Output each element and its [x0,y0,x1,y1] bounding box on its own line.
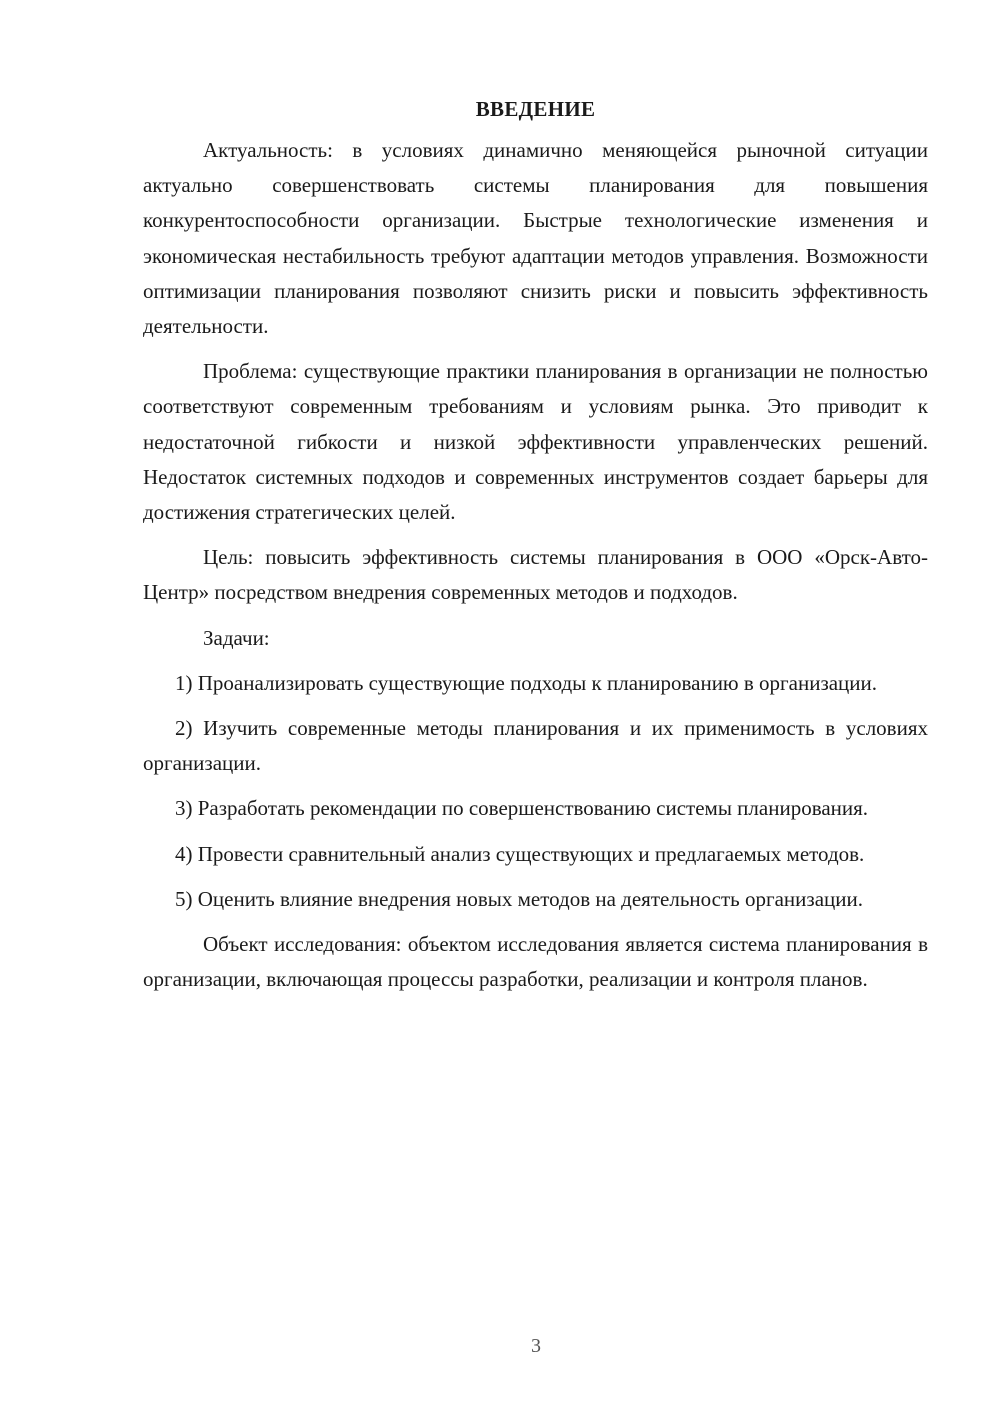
paragraph-object: Объект исследования: объектом исследования является система планирования в организации, включающая процессы разработки, реализации и контроля планов. [143,932,928,992]
task-item-5: 5) Оценить влияние внедрения новых методов на деятельность организации. [175,886,863,911]
tasks-label: Задачи: [203,625,270,650]
task-item-2: 2) Изучить современные методы планирования и их применимость в условиях организации. [143,716,928,776]
task-item-3: 3) Разработать рекомендации по совершенствованию системы планирования. [175,796,869,821]
task-item-1: 1) Проанализировать существующие подходы к планированию в организации. [175,670,878,695]
page-number: 3 [531,1335,541,1357]
paragraph-relevance: Актуальность: в условиях динамично меняющейся рыночной ситуации актуально совершенствовать системы планирования для повышения конкурентоспособности организации. Быстрые технологические изменения и экономическая нестабильность требуют адаптации методов управления. Возможности оптимизации планирования позволяют снизить риски и повысить эффективность деятельности. [143,138,928,339]
section-heading: ВВЕДЕНИЕ [475,97,596,121]
task-item-4: 4) Провести сравнительный анализ существующих и предлагаемых методов. [175,841,865,866]
paragraph-goal: Цель: повысить эффективность системы планирования в ООО «Орск-Авто-Центр» посредством внедрения современных методов и подходов. [143,545,928,605]
document-page [143,92,928,997]
paragraph-problem: Проблема: существующие практики планирования в организации не полностью соответствуют современным требованиям и условиям рынка. Это приводит к недостаточной гибкости и низкой эффективности управленческих решений. Недостаток системных подходов и современных инструментов создает барьеры для достижения стратегических целей. [143,359,928,525]
